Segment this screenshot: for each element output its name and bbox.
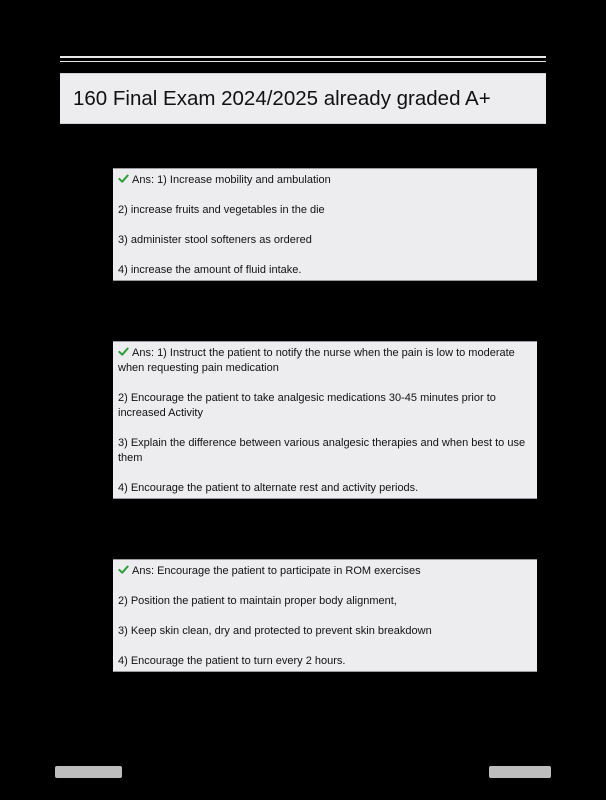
document-title: 160 Final Exam 2024/2025 already graded A+ (73, 86, 491, 110)
answer-block-2 (113, 341, 537, 499)
answer-line: 2) increase fruits and vegetables in the die (118, 204, 325, 216)
answer-line: 3) Keep skin clean, dry and protected to prevent skin breakdown (118, 625, 432, 637)
answer-line (118, 346, 531, 376)
answer-line (118, 173, 531, 188)
top-rule (60, 56, 546, 62)
answer-line: 3) administer stool softeners as ordered (118, 234, 312, 246)
answer-line: 4) Encourage the patient to alternate rest and activity periods. (118, 482, 419, 494)
title-bar (60, 73, 546, 124)
answer-block-3 (113, 559, 537, 672)
checkmark-icon (118, 564, 129, 575)
footer-left-redacted (55, 766, 122, 778)
answer-block-1 (113, 168, 537, 281)
answer-line: 2) Encourage the patient to take analgesic medications 30-45 minutes prior to increased Activity (118, 392, 496, 419)
answer-line: 4) Encourage the patient to turn every 2 hours. (118, 655, 346, 667)
footer-right-redacted (489, 766, 551, 778)
answer-line: 2) Position the patient to maintain proper body alignment, (118, 595, 397, 607)
answer-text: Ans: 1) Increase mobility and ambulation (132, 174, 331, 186)
checkmark-icon (118, 346, 129, 357)
answer-line: 4) increase the amount of fluid intake. (118, 264, 302, 276)
answer-text: Ans: Encourage the patient to participate in ROM exercises (132, 565, 421, 577)
answer-text: Ans: 1) Instruct the patient to notify the nurse when the pain is low to moderate when requesting pain medication (118, 347, 515, 374)
answer-line: 3) Explain the difference between various analgesic therapies and when best to use them (118, 437, 526, 464)
checkmark-icon (118, 173, 129, 184)
answer-line (118, 564, 531, 579)
